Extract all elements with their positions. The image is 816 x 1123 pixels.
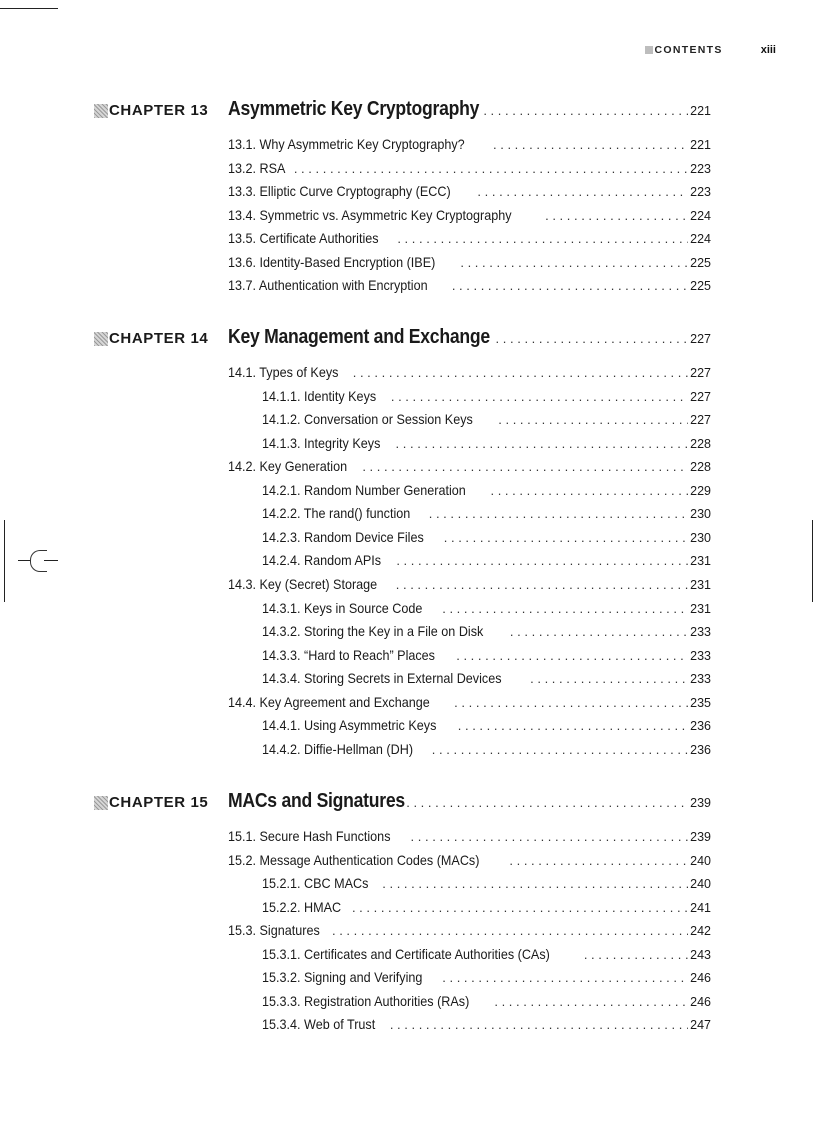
dot-leader — [452, 278, 688, 293]
dot-leader — [294, 161, 688, 176]
entry-page-number: 233 — [690, 672, 711, 687]
dot-leader — [510, 624, 688, 639]
running-header — [645, 44, 776, 56]
entry-page-number: 233 — [690, 625, 711, 640]
toc-section-entry[interactable] — [228, 458, 711, 474]
entry-page-number: 230 — [690, 530, 711, 545]
dot-leader — [382, 876, 688, 891]
entry-page-number: 225 — [690, 255, 711, 270]
dot-leader — [442, 601, 688, 616]
entry-page-number: 227 — [690, 366, 711, 380]
dot-leader — [399, 795, 688, 810]
registration-mark-arc — [30, 550, 47, 572]
dot-leader — [477, 184, 688, 199]
dot-leader — [456, 648, 688, 663]
dot-leader — [498, 412, 688, 427]
entry-title: 15.3. Signatures — [228, 922, 320, 939]
entry-title: 14.2.3. Random Device Files — [262, 528, 424, 545]
toc-subsection-entry[interactable] — [262, 993, 711, 1009]
chapter-title-entry[interactable] — [228, 98, 711, 121]
dot-leader — [396, 436, 689, 451]
entry-page-number: 241 — [690, 900, 711, 915]
toc-subsection-entry[interactable] — [262, 899, 711, 915]
dot-leader — [493, 137, 688, 152]
toc-section-entry[interactable] — [228, 922, 711, 938]
entry-title: 14.3. Key (Secret) Storage — [228, 575, 378, 592]
dot-leader — [545, 208, 688, 223]
dot-leader — [432, 742, 688, 757]
chapter-page-number: 221 — [690, 104, 711, 118]
crop-mark-right — [812, 520, 813, 602]
dot-leader — [396, 553, 688, 568]
entry-title: 15.2.1. CBC MACs — [262, 875, 369, 892]
entry-title: 13.4. Symmetric vs. Asymmetric Key Cryptography — [228, 206, 512, 223]
toc-subsection-entry[interactable] — [262, 482, 711, 498]
entry-title: 15.3.2. Signing and Verifying — [262, 969, 423, 986]
toc-subsection-entry[interactable] — [262, 529, 711, 545]
entry-title: 14.1.1. Identity Keys — [262, 387, 377, 404]
dot-leader — [442, 970, 688, 985]
dot-leader — [509, 853, 688, 868]
dot-leader — [397, 231, 688, 246]
entry-title: 15.3.4. Web of Trust — [262, 1016, 376, 1033]
dot-leader — [353, 365, 688, 380]
chapter-page-number: 239 — [690, 796, 711, 810]
dot-leader — [332, 923, 688, 938]
toc-subsection-entry[interactable] — [262, 946, 711, 962]
entry-page-number: 247 — [690, 1018, 711, 1033]
hatched-square-icon — [94, 332, 108, 346]
entry-page-number: 221 — [690, 138, 711, 152]
chapter-title: Asymmetric Key Cryptography — [228, 98, 480, 120]
entry-page-number: 231 — [690, 577, 711, 592]
entry-page-number: 224 — [690, 232, 711, 247]
toc-section-entry[interactable] — [228, 364, 711, 380]
entry-title: 14.1.3. Integrity Keys — [262, 434, 381, 451]
entry-title: 14.2.1. Random Number Generation — [262, 481, 466, 498]
entry-title: 15.3.1. Certificates and Certificate Authorities (CAs) — [262, 945, 550, 962]
toc-section-entry[interactable] — [228, 277, 711, 293]
toc-subsection-entry[interactable] — [262, 875, 711, 891]
dot-leader — [390, 1017, 688, 1032]
entry-title: 13.5. Certificate Authorities — [228, 230, 379, 247]
dot-leader — [396, 577, 688, 592]
chapter-title-entry[interactable] — [228, 326, 711, 349]
crop-mark-left — [4, 520, 5, 602]
entry-title: 14.3.3. “Hard to Reach” Places — [262, 646, 435, 663]
square-bullet-icon — [645, 46, 653, 54]
toc-subsection-entry[interactable] — [262, 741, 711, 757]
entry-page-number: 240 — [690, 853, 711, 868]
entry-title: 15.2. Message Authentication Codes (MACs) — [228, 851, 480, 868]
dot-leader — [454, 695, 688, 710]
dot-leader — [496, 331, 689, 346]
entry-page-number: 229 — [690, 483, 711, 498]
entry-page-number: 235 — [690, 695, 711, 710]
chapter-title: MACs and Signatures — [228, 790, 405, 812]
crop-mark-top — [0, 8, 58, 9]
entry-page-number: 228 — [690, 436, 711, 451]
entry-page-number: 224 — [690, 208, 711, 223]
entry-page-number: 223 — [690, 161, 711, 176]
dot-leader — [460, 255, 688, 270]
dot-leader — [494, 994, 688, 1009]
toc-section-entry[interactable] — [228, 828, 711, 844]
toc-subsection-entry[interactable] — [262, 552, 711, 568]
entry-title: 14.1. Types of Keys — [228, 364, 339, 380]
dot-leader — [483, 103, 688, 118]
toc-section-entry[interactable] — [228, 136, 711, 152]
chapter-label — [94, 330, 208, 347]
entry-title: 14.3.2. Storing the Key in a File on Disk — [262, 623, 484, 640]
toc-subsection-entry[interactable] — [262, 435, 711, 451]
entry-page-number: 227 — [690, 413, 711, 428]
entry-page-number: 225 — [690, 279, 711, 294]
toc-section-entry[interactable] — [228, 254, 711, 270]
entry-page-number: 223 — [690, 185, 711, 200]
chapter-title-entry[interactable] — [228, 790, 711, 813]
chapter-number: CHAPTER 15 — [109, 794, 209, 811]
chapter-page-number: 227 — [690, 332, 711, 346]
dot-leader — [429, 506, 688, 521]
toc-section-entry[interactable] — [228, 852, 711, 868]
entry-page-number: 233 — [690, 648, 711, 663]
entry-title: 13.7. Authentication with Encryption — [228, 277, 428, 294]
entry-page-number: 227 — [690, 389, 711, 404]
entry-title: 14.2.4. Random APIs — [262, 552, 382, 569]
entry-title: 14.4. Key Agreement and Exchange — [228, 693, 430, 710]
dot-leader — [352, 900, 688, 915]
registration-mark-right — [44, 560, 58, 561]
toc-section-entry[interactable] — [228, 183, 711, 199]
chapter-number: CHAPTER 13 — [109, 102, 209, 119]
dot-leader — [490, 483, 688, 498]
entry-title: 15.1. Secure Hash Functions — [228, 828, 391, 844]
section-label: CONTENTS — [654, 44, 723, 56]
dot-leader — [362, 459, 688, 474]
dot-leader — [530, 671, 688, 686]
toc-subsection-entry[interactable] — [262, 388, 711, 404]
chapter-label — [94, 102, 208, 119]
dot-leader — [444, 530, 688, 545]
entry-title: 14.4.1. Using Asymmetric Keys — [262, 717, 437, 734]
entry-title: 14.3.4. Storing Secrets in External Devices — [262, 670, 502, 687]
entry-page-number: 246 — [690, 994, 711, 1009]
entry-page-number: 231 — [690, 554, 711, 569]
entry-title: 13.1. Why Asymmetric Key Cryptography? — [228, 136, 465, 152]
toc-subsection-entry[interactable] — [262, 600, 711, 616]
chapter-title: Key Management and Exchange — [228, 326, 490, 348]
hatched-square-icon — [94, 104, 108, 118]
registration-mark-left — [18, 560, 30, 561]
toc-section-entry[interactable] — [228, 207, 711, 223]
entry-title: 14.2. Key Generation — [228, 458, 348, 475]
entry-page-number: 231 — [690, 601, 711, 616]
dot-leader — [391, 389, 688, 404]
entry-page-number: 240 — [690, 877, 711, 892]
entry-page-number: 230 — [690, 507, 711, 522]
toc-subsection-entry[interactable] — [262, 623, 711, 639]
toc-subsection-entry[interactable] — [262, 717, 711, 733]
toc-section-entry[interactable] — [228, 230, 711, 246]
page-number: xiii — [760, 44, 776, 56]
entry-page-number: 242 — [690, 924, 711, 939]
dot-leader — [411, 829, 689, 844]
entry-title: 14.3.1. Keys in Source Code — [262, 599, 423, 616]
entry-title: 14.2.2. The rand() function — [262, 505, 411, 522]
toc-section-entry[interactable] — [228, 160, 711, 176]
toc-subsection-entry[interactable] — [262, 969, 711, 985]
entry-title: 13.6. Identity-Based Encryption (IBE) — [228, 253, 436, 270]
entry-page-number: 228 — [690, 460, 711, 475]
entry-page-number: 239 — [690, 830, 711, 844]
entry-page-number: 246 — [690, 971, 711, 986]
toc-subsection-entry[interactable] — [262, 670, 711, 686]
toc-subsection-entry[interactable] — [262, 1016, 711, 1032]
toc-section-entry[interactable] — [228, 576, 711, 592]
chapter-number: CHAPTER 14 — [109, 330, 209, 347]
toc-subsection-entry[interactable] — [262, 411, 711, 427]
hatched-square-icon — [94, 796, 108, 810]
toc-subsection-entry[interactable] — [262, 505, 711, 521]
entry-title: 13.3. Elliptic Curve Cryptography (ECC) — [228, 183, 451, 200]
entry-title: 15.2.2. HMAC — [262, 898, 342, 915]
entry-page-number: 243 — [690, 947, 711, 962]
entry-title: 13.2. RSA — [228, 159, 286, 176]
entry-page-number: 236 — [690, 719, 711, 734]
toc-section-entry[interactable] — [228, 694, 711, 710]
entry-title: 14.1.2. Conversation or Session Keys — [262, 411, 473, 428]
dot-leader — [458, 718, 688, 733]
chapter-label — [94, 794, 208, 811]
entry-title: 15.3.3. Registration Authorities (RAs) — [262, 992, 470, 1009]
dot-leader — [584, 947, 688, 962]
toc-subsection-entry[interactable] — [262, 647, 711, 663]
entry-page-number: 236 — [690, 742, 711, 757]
entry-title: 14.4.2. Diffie-Hellman (DH) — [262, 740, 414, 757]
